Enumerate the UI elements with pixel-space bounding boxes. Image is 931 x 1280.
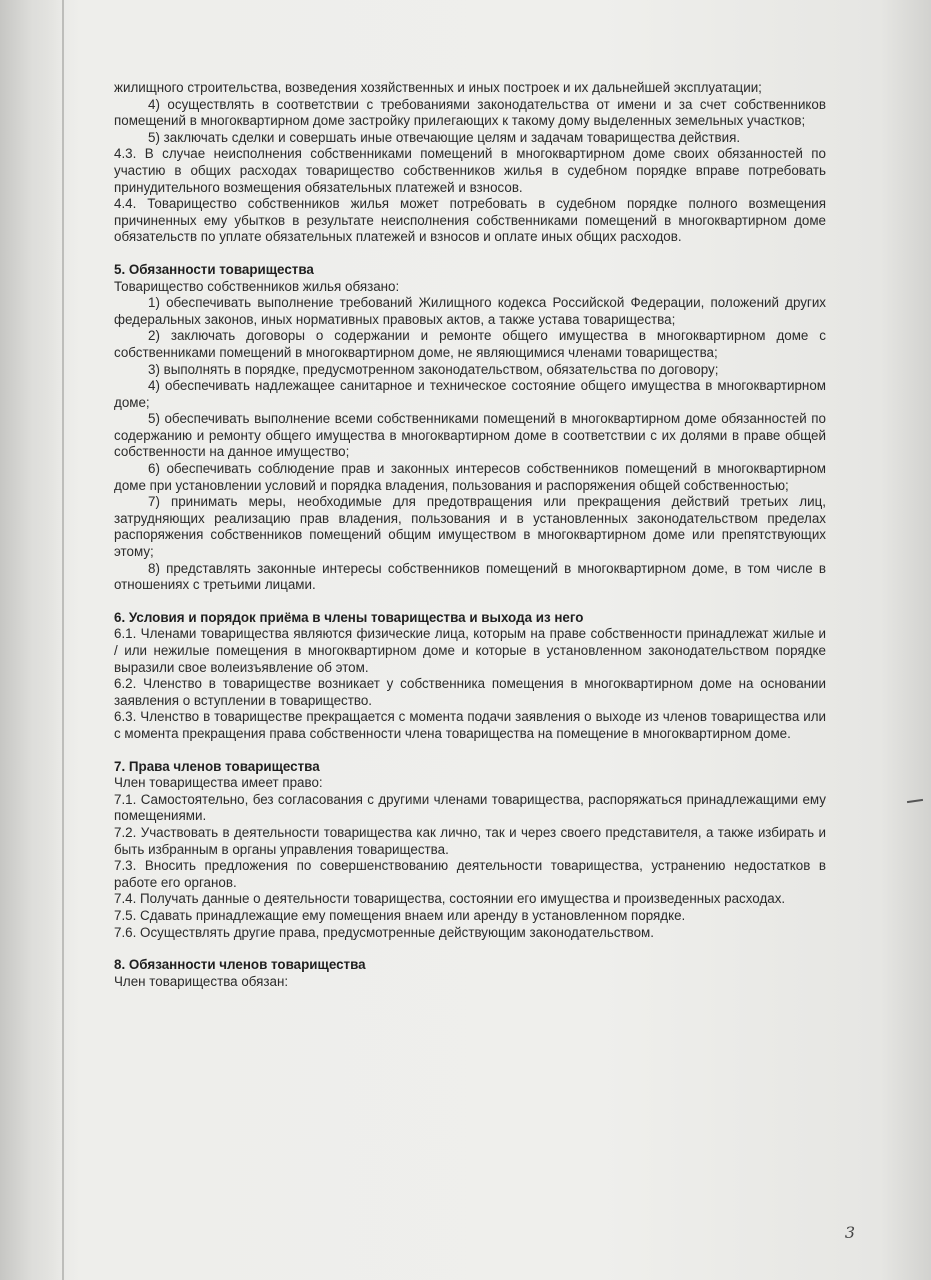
document-body [114, 80, 826, 990]
list-item-paragraph: 7) принимать меры, необходимые для предотвращения или прекращения действий третьих лиц, затрудняющих реализацию прав владения, пользования и в установленных законодательством пределах распоряжения собственников помещений общим имуществом в многоквартирном доме или препятствующих этому; [114, 494, 826, 560]
list-item-paragraph: 6) обеспечивать соблюдение прав и законных интересов собственников помещений в многоквартирном доме при установлении условий и порядка владения, пользования и распоряжения общей собственностью; [114, 461, 826, 493]
page-number: 3 [844, 1223, 855, 1242]
paragraph: 7.3. Вносить предложения по совершенствованию деятельности товарищества, устранению недостатков в работе его органов. [114, 858, 826, 890]
section-heading: 7. Права членов товарищества [114, 758, 320, 774]
paragraph: Товарищество собственников жилья обязано: [114, 278, 400, 294]
section-heading: 5. Обязанности товарищества [114, 261, 314, 277]
section-gap [114, 743, 826, 759]
paragraph: 6.1. Членами товарищества являются физические лица, которым на праве собственности принадлежат жилые и / или нежилые помещения в многоквартирном доме и которые в установленном законодательством порядке выразили свое волеизъявление об этом. [114, 626, 826, 675]
list-item-paragraph: 4) обеспечивать надлежащее санитарное и техническое состояние общего имущества в многоквартирном доме; [114, 378, 826, 410]
section-gap [114, 246, 826, 262]
list-item-paragraph: 2) заключать договоры о содержании и ремонте общего имущества в многоквартирном доме с собственниками помещений в многоквартирном доме, не являющимися членами товарищества; [114, 328, 826, 360]
edge-mark [907, 799, 923, 803]
binding-gutter [0, 0, 60, 1280]
paragraph: 7.6. Осуществлять другие права, предусмотренные действующим законодательством. [114, 924, 654, 940]
paragraph: Член товарищества обязан: [114, 973, 289, 989]
list-item-paragraph: 5) обеспечивать выполнение всеми собственниками помещений в многоквартирном доме обязанностей по содержанию и ремонту общего имущества в многоквартирном доме в соответствии с их долями в праве общей собственности на данное имущество; [114, 411, 826, 460]
paragraph: 6.2. Членство в товариществе возникает у собственника помещения в многоквартирном доме на основании заявления о вступлении в товарищество. [114, 676, 826, 708]
paragraph: 7.2. Участвовать в деятельности товарищества как лично, так и через своего представителя, а также избирать и быть избранным в органы управления товарищества. [114, 824, 826, 857]
page-fold-line [62, 0, 64, 1280]
section-heading: 6. Условия и порядок приёма в члены товарищества и выхода из него [114, 609, 584, 625]
paragraph: 7.5. Сдавать принадлежащие ему помещения внаем или аренду в установленном порядке. [114, 907, 686, 923]
section-gap [114, 594, 826, 610]
section-heading: 8. Обязанности членов товарищества [114, 957, 366, 973]
paragraph: Член товарищества имеет право: [114, 775, 323, 791]
paragraph: 6.3. Членство в товариществе прекращается с момента подачи заявления о выходе из членов товарищества или с момента прекращения права собственности члена товарищества на помещение в многоквартирном доме. [114, 709, 826, 741]
list-item-paragraph: 3) выполнять в порядке, предусмотренном законодательством, обязательства по договору; [148, 361, 719, 377]
paragraph: жилищного строительства, возведения хозяйственных и иных построек и их дальнейшей эксплуатации; [114, 80, 762, 95]
paragraph: 4.4. Товарищество собственников жилья может потребовать в судебном порядке полного возмещения причиненных ему убытков в результате неисполнения собственниками помещений в многоквартирном доме обязательств по уплате обязательных платежей и взносов и оплате иных общих расходов. [114, 196, 826, 245]
list-item-paragraph: 8) представлять законные интересы собственников помещений в многоквартирном доме, в том числе в отношениях с третьими лицами. [114, 560, 826, 593]
paragraph: 4.3. В случае неисполнения собственниками помещений в многоквартирном доме своих обязанностей по участию в общих расходах товарищество собственников жилья в судебном порядке вправе потребовать принудительного возмещения обязательных платежей и взносов. [114, 146, 826, 195]
section-gap [114, 941, 826, 957]
paragraph: 7.1. Самостоятельно, без согласования с другими членами товарищества, распоряжаться принадлежащими ему помещениями. [114, 791, 826, 824]
list-item-paragraph: 5) заключать сделки и совершать иные отвечающие целям и задачам товарищества действия. [148, 129, 741, 145]
list-item-paragraph: 4) осуществлять в соответствии с требованиями законодательства от имени и за счет собственников помещений в многоквартирном доме застройку прилегающих к такому дому выделенных земельных участков; [114, 96, 826, 129]
list-item-paragraph: 1) обеспечивать выполнение требований Жилищного кодекса Российской Федерации, положений других федеральных законов, иных нормативных правовых актов, а также устава товарищества; [114, 295, 826, 327]
paragraph: 7.4. Получать данные о деятельности товарищества, состоянии его имущества и произведенных расходах. [114, 891, 786, 907]
